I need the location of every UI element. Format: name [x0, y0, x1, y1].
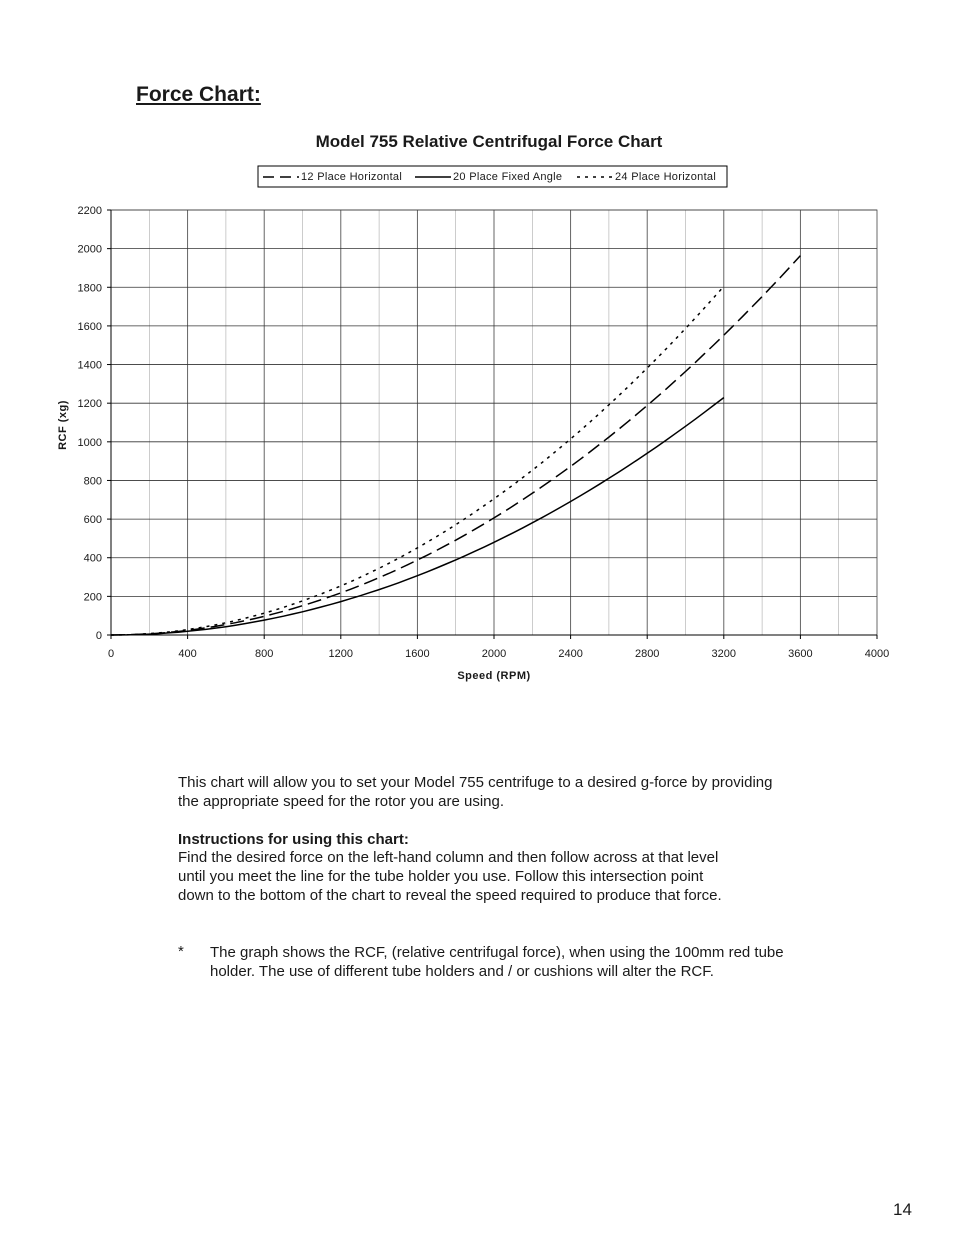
y-tick-label: 0 — [95, 630, 102, 642]
x-tick-label: 400 — [178, 648, 197, 660]
y-tick-label: 800 — [83, 475, 102, 488]
legend-label: 12 Place Horizontal — [301, 171, 403, 183]
page-heading: Force Chart: — [136, 83, 261, 106]
y-tick-label: 1200 — [77, 398, 102, 411]
chart-title: Model 755 Relative Centrifugal Force Chart — [315, 132, 663, 151]
intro-paragraph: This chart will allow you to set your Model 755 centrifuge to a desired g-force by providing the appropriate speed for the rotor you are using. — [178, 774, 773, 810]
y-tick-label: 400 — [83, 552, 102, 565]
x-tick-label: 2400 — [558, 648, 583, 660]
x-tick-label: 2800 — [634, 648, 660, 660]
chart-legend — [258, 166, 727, 187]
y-axis-label: RCF (xg) — [57, 400, 69, 450]
y-tick-label: 200 — [83, 591, 102, 604]
y-tick-label: 1600 — [77, 320, 102, 333]
page-number: 14 — [893, 1200, 912, 1219]
y-tick-label: 600 — [83, 514, 102, 527]
x-tick-label: 1600 — [405, 648, 430, 660]
x-tick-label: 2000 — [481, 648, 507, 660]
y-tick-label: 1000 — [77, 436, 102, 449]
legend-label: 20 Place Fixed Angle — [453, 171, 563, 183]
instructions-paragraph: Find the desired force on the left-hand column and then follow across at that level until you meet the line for the tube holder you use. Follow this intersection point down to the bottom of the chart to reveal the speed required to produce that force. — [178, 849, 722, 904]
x-tick-label: 800 — [255, 648, 274, 660]
instructions-heading: Instructions for using this chart: — [178, 831, 409, 848]
y-tick-label: 1400 — [77, 359, 102, 372]
x-tick-label: 1200 — [328, 648, 354, 660]
x-tick-label: 4000 — [864, 648, 890, 660]
x-tick-label: 0 — [107, 648, 115, 660]
x-tick-label: 3200 — [711, 648, 737, 660]
x-axis-label: Speed (RPM) — [457, 670, 531, 682]
chart-axes — [78, 205, 890, 660]
note-paragraph: The graph shows the RCF, (relative centrifugal force), when using the 100mm red tube holder. The use of different tube holders and / or cushions will alter the RCF. — [210, 944, 784, 980]
y-tick-label: 2200 — [77, 205, 102, 217]
y-tick-label: 1800 — [77, 282, 102, 295]
y-tick-label: 2000 — [77, 243, 102, 256]
legend-label: 24 Place Horizontal — [615, 171, 717, 183]
note-marker: * — [178, 943, 184, 960]
chart-grid — [111, 210, 877, 635]
x-tick-label: 3600 — [788, 648, 813, 660]
